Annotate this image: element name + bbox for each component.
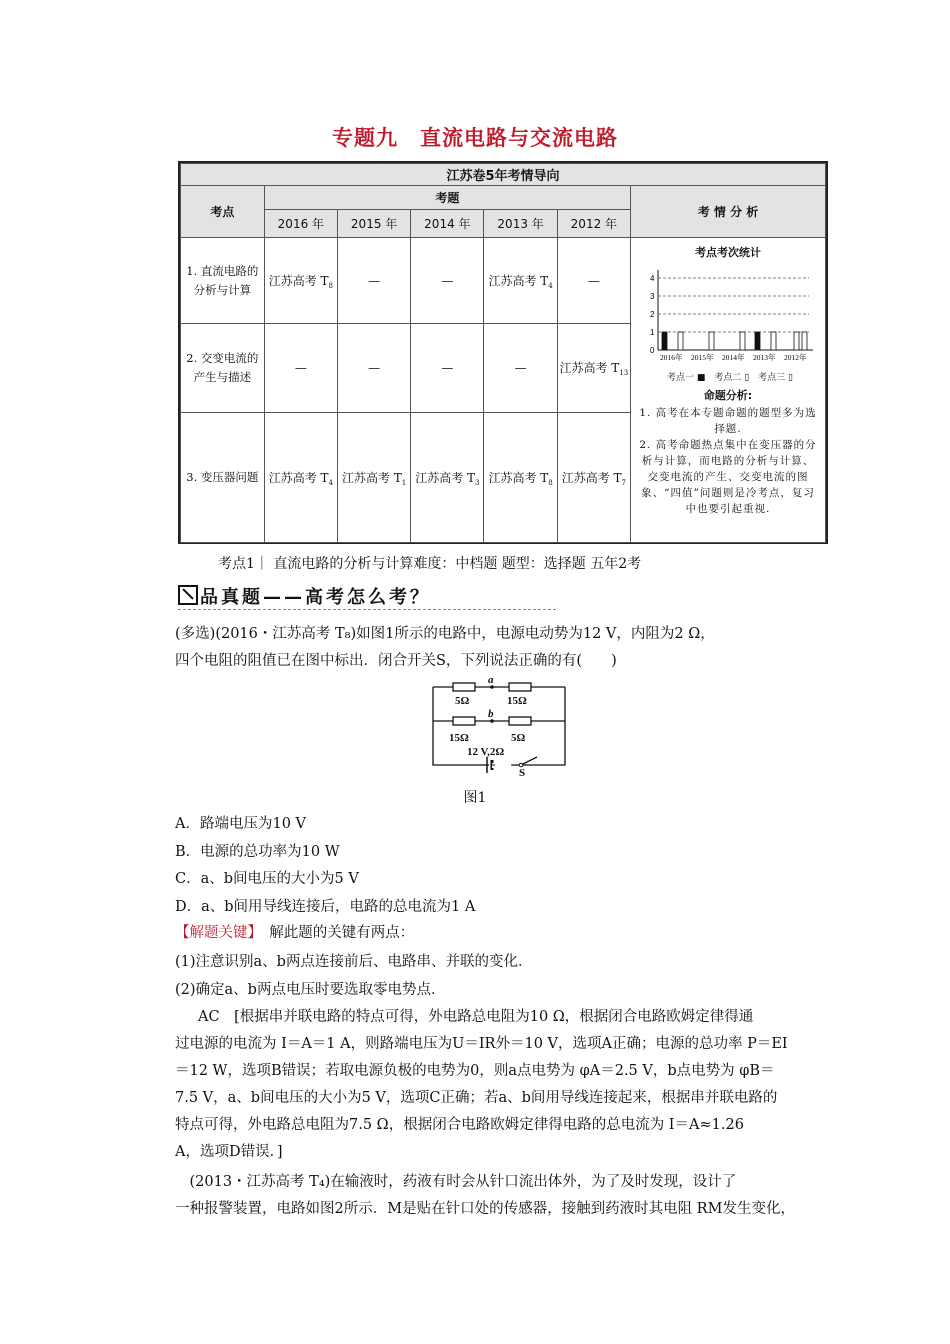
question1-line2: 四个电阻的阻值已在图中标出．闭合开关S，下列说法正确的有( ) bbox=[175, 653, 617, 669]
analysis-heading: 命题分析: bbox=[703, 389, 753, 402]
analysis-point-1: 1. 高考在本专题命题的题型多为选择题. bbox=[639, 407, 817, 435]
circuit-diagram-1 bbox=[425, 675, 575, 780]
table-cell: — bbox=[337, 238, 410, 324]
page-title: 专题九 直流电路与交流电路 bbox=[332, 126, 618, 150]
y-tick-label: 4 bbox=[649, 274, 655, 283]
x-tick-label: 2013年 bbox=[752, 353, 776, 362]
year-header: 2015 年 bbox=[337, 210, 410, 238]
bar-考点一 bbox=[662, 332, 667, 350]
header-kaodian: 考点 bbox=[181, 186, 265, 238]
year-header: 2014 年 bbox=[411, 210, 484, 238]
option-b: B．电源的总功率为10 W bbox=[175, 844, 340, 860]
table-cell: 江苏高考 $T_7$ bbox=[557, 413, 630, 543]
row-label: 3. 变压器问题 bbox=[181, 413, 265, 543]
analysis-cell bbox=[630, 238, 825, 543]
key-point-2: (2)确定a、b两点电压时要选取零电势点． bbox=[175, 982, 446, 998]
bar-考点一 bbox=[755, 332, 760, 350]
bar-考点三 bbox=[709, 332, 714, 350]
question1-line1: (多选)(2016・江苏高考 T₈)如图1所示的电路中，电源电动势为12 V，内阻为2 Ω， bbox=[175, 626, 715, 642]
r3-label: 15Ω bbox=[449, 732, 469, 744]
table-caption: 江苏卷5年考情导向 bbox=[181, 164, 826, 186]
x-tick-label: 2012年 bbox=[783, 353, 807, 362]
table-cell: 江苏高考 $T_8$ bbox=[264, 238, 337, 324]
stats-title: 考点考次统计 bbox=[694, 246, 761, 259]
table-cell: 江苏高考 $T_3$ bbox=[411, 413, 484, 543]
switch-label: S bbox=[519, 767, 526, 779]
answer-line-6: A，选项D错误．] bbox=[175, 1144, 283, 1160]
y-tick-label: 0 bbox=[649, 346, 655, 355]
year-header: 2013 年 bbox=[484, 210, 557, 238]
r4-label: 5Ω bbox=[511, 732, 526, 744]
header-analysis: 考 情 分 析 bbox=[630, 186, 825, 238]
y-tick-label: 2 bbox=[649, 310, 655, 319]
checkbox-icon bbox=[178, 585, 198, 605]
bar-考点三 bbox=[771, 332, 776, 350]
source-label: 12 V,2Ω bbox=[467, 746, 505, 758]
table-cell: — bbox=[337, 324, 410, 413]
table-cell: 江苏高考 $T_4$ bbox=[264, 413, 337, 543]
table-cell: 江苏高考 $T_1$ bbox=[337, 413, 410, 543]
zhenti-banner: 品真题——高考怎么考？ bbox=[178, 583, 431, 609]
table-cell: — bbox=[411, 324, 484, 413]
question2-line2: 一种报警装置，电路如图2所示．M是贴在针口处的传感器，接触到药液时其电阻 RM发生变化， bbox=[175, 1201, 795, 1217]
chart-legend: 考点一 ■ 考点二 ▯ 考点三 ▯ bbox=[666, 373, 793, 383]
key-text: 解此题的关键有两点： bbox=[254, 925, 415, 941]
table-cell: 江苏高考 $T_8$ bbox=[484, 413, 557, 543]
option-a: A．路端电压为10 V bbox=[175, 816, 307, 832]
answer-line-2: 过电源的电流为 I＝A＝1 A，则路端电压为U＝IR外＝10 V，选项A正确；电源的总功率 P＝EI bbox=[175, 1036, 788, 1052]
bar-考点三 bbox=[678, 332, 683, 350]
key-section bbox=[175, 921, 414, 942]
answer-line-1: AC [根据串并联电路的特点可得，外电路总电阻为10 Ω，根据闭合电路欧姆定律得通 bbox=[198, 1009, 754, 1025]
answer-line-5: 特点可得，外电路总电阻为7.5 Ω，根据闭合电路欧姆定律得电路的总电流为 I＝A≈1.26 bbox=[175, 1117, 744, 1133]
bar-考点三 bbox=[802, 332, 807, 350]
section-heading: 考点1｜ 直流电路的分析与计算难度：中档题 题型：选择题 五年2考 bbox=[218, 556, 642, 572]
divider bbox=[178, 609, 556, 610]
table-cell: 江苏高考 $T_{13}$ bbox=[557, 324, 630, 413]
r1-label: 5Ω bbox=[455, 695, 470, 707]
x-tick-label: 2016年 bbox=[659, 353, 683, 362]
x-tick-label: 2015年 bbox=[690, 353, 714, 362]
node-b-label: b bbox=[488, 708, 494, 720]
question2-line1: (2013・江苏高考 T₄)在输液时，药液有时会从针口流出体外，为了及时发现，设计了 bbox=[175, 1174, 737, 1190]
r2-label: 15Ω bbox=[507, 695, 527, 707]
figure1-caption: 图1 bbox=[463, 790, 487, 806]
node-a-label: a bbox=[488, 675, 494, 686]
key-point-1: (1)注意识别a、b两点连接前后、电路串、并联的变化． bbox=[175, 954, 533, 970]
header-kaoti: 考题 bbox=[264, 186, 630, 210]
table-row bbox=[181, 238, 826, 324]
bar-考点二 bbox=[794, 332, 799, 350]
x-tick-label: 2014年 bbox=[721, 353, 745, 362]
year-header: 2012 年 bbox=[557, 210, 630, 238]
table-cell: — bbox=[411, 238, 484, 324]
answer-line-4: 7.5 V，a、b间电压的大小为5 V，选项C正确；若a、b间用导线连接起来，根据串并联电路的 bbox=[175, 1090, 778, 1106]
table-cell: — bbox=[484, 324, 557, 413]
table-cell: — bbox=[264, 324, 337, 413]
option-c: C．a、b间电压的大小为5 V bbox=[175, 871, 359, 887]
year-header: 2016 年 bbox=[264, 210, 337, 238]
table-cell: — bbox=[557, 238, 630, 324]
exam-count-chart bbox=[638, 262, 818, 367]
row-label: 2. 交变电流的 产生与描述 bbox=[181, 324, 265, 413]
key-label: 【解题关键】 bbox=[175, 925, 255, 941]
option-d: D．a、b间用导线连接后，电路的总电流为1 A bbox=[175, 899, 476, 915]
analysis-point-2: 2. 高考命题热点集中在变压器的分析与计算，而电路的分析与计算、交变电流的产生、交变电流的图象、“四值”问题则是冷考点，复习中也要引起重视. bbox=[639, 439, 817, 515]
bar-考点三 bbox=[740, 332, 745, 350]
answer-line-3: ＝12 W，选项B错误；若取电源负极的电势为0，则a点电势为 φA＝2.5 V，b点电势为 φB＝ bbox=[175, 1063, 775, 1079]
y-tick-label: 3 bbox=[649, 292, 655, 301]
y-tick-label: 1 bbox=[649, 328, 655, 337]
table-cell: 江苏高考 $T_4$ bbox=[484, 238, 557, 324]
row-label: 1. 直流电路的 分析与计算 bbox=[181, 238, 265, 324]
exam-trend-table bbox=[178, 161, 828, 544]
